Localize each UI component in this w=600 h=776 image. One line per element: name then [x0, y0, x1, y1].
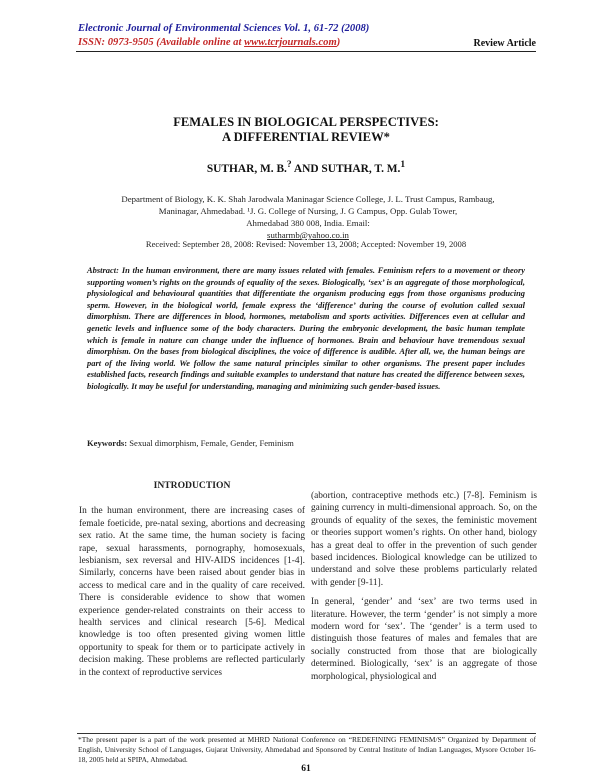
- author-email-link[interactable]: sutharmb@yahoo.co.in: [267, 230, 349, 240]
- author-line: [76, 160, 536, 175]
- abstract: [87, 265, 525, 393]
- issn-close: ): [336, 37, 341, 48]
- submission-dates: Received: September 28, 2008: Revised: November 13, 2008; Accepted: November 19, 2008: [145, 239, 467, 249]
- journal-citation: Electronic Journal of Environmental Sciences Vol. 1, 61-72 (2008): [78, 23, 370, 34]
- affiliation-address: Ahmedabad 380 008, India. Email:: [246, 218, 370, 228]
- abstract-text: In the human environment, there are many issues related with females. Feminism refers to a movement or theory supporting women’s rights on the grounds of equality of the sexes. Biologically, ‘sex’ is an aggregate of those morphological, physiological and behavioural quantities that differentiate the organism producing eggs from those organisms producing sperm. However, in the biological world, female express the ‘difference’ during the course of evolution called sexual dimorphism. There are differences in blood, hormones, metabolism and sports activities. Differences even at cellular and genetic levels and influence some of the body characters. During the embryonic development, the basic human template which is female in nature can change under the influence of hormones. Brain and behaviour have tremendous sexual dimorphism. On the bases from biological disciplines, the voice of difference is audible. After all, we, the human beings are part of the living world. We follow the same natural principles similar to other organisms. The present paper includes established facts, research findings and suitable examples to understand that nature has created the difference between sexes, biologically. It may be useful for understanding, managing and minimizing such gender-based issues.: [87, 265, 525, 391]
- body-column-left: [79, 480, 305, 679]
- author-1-mark: ?: [286, 160, 292, 170]
- header-divider: [76, 51, 536, 52]
- issn-text: ISSN: 0973-9505 (Available online at: [78, 37, 245, 48]
- article-title: [76, 115, 536, 145]
- issn-line: [78, 37, 340, 48]
- keywords-text: Sexual dimorphism, Female, Gender, Feminism: [127, 438, 294, 448]
- author-2-mark: 1: [400, 160, 406, 170]
- affiliation-line-3: [100, 217, 516, 241]
- body-column-right: [311, 490, 537, 683]
- body-paragraph: (abortion, contraceptive methods etc.) [7-8]. Feminism is gaining currency in multi-dimensional approach. So, on the grounds of equality of the sexes, the feministic movement or theories support women’s rights. On other hand, biology has a great deal to offer in the prevention of such gender based incidences. Biological knowledge can be utilized to understand and solve these problems particularly related with gender [9-11].: [311, 491, 537, 588]
- affiliation: [100, 193, 516, 241]
- footnote-divider: [77, 733, 536, 734]
- title-line-1: FEMALES IN BIOLOGICAL PERSPECTIVES:: [173, 115, 439, 129]
- body-paragraph: In the human environment, there are increasing cases of female foeticide, pre-natal sexing, abortions and decreasing sex ratio. At the same time, the human society is facing rape, sexual harassments, pornography, homosexuals, lesbianism, sex reversal and HIV-AIDS incidences [1-4]. Similarly, concerns have been raised about gender bias in access to medical care and in the quality of care received. There is considerable evidence to show that women experience gender-related constraints on their access to health services and clinical research [5-6]. Medical knowledge is too often presented giving women little opportunity to speak for them or to participate actively in decision making. These problems are reflected particularly in the context of reproductive services: [79, 506, 305, 678]
- affiliation-line-1: Department of Biology, K. K. Shah Jarodwala Maninagar Science College, J. L. Trust Campus, Rambaug,: [121, 194, 495, 204]
- article-type: Review Article: [473, 38, 536, 49]
- keywords: [87, 438, 525, 448]
- keywords-label: Keywords:: [87, 438, 128, 448]
- author-1: SUTHAR, M. B.: [206, 162, 287, 175]
- section-heading: INTRODUCTION: [153, 480, 231, 491]
- page-number: 61: [301, 764, 311, 774]
- abstract-label: Abstract:: [87, 265, 119, 275]
- author-2: AND SUTHAR, T. M.: [291, 162, 401, 175]
- title-line-2: A DIFFERENTIAL REVIEW*: [222, 130, 390, 144]
- affiliation-line-2: Maninagar, Ahmedabad. ¹J. G. College of Nursing, J. G Campus, Opp. Gulab Tower,: [158, 206, 458, 216]
- journal-website-link[interactable]: www.tcrjournals.com: [244, 37, 337, 48]
- body-paragraph: In general, ‘gender’ and ‘sex’ are two terms used in literature. However, the term ‘gender’ is not simply a more modern word for ‘sex’. The ‘gender’ is a term used to distinguish those features of males and females that are socially constructed from those that are biologically determined. Biologically, ‘sex’ is an aggregate of those morphological, physiological and: [311, 597, 537, 682]
- footnote: *The present paper is a part of the work presented at MHRD National Conference on “REDEFINING FEMINISM/S” Organized by Department of English, University School of Languages, Gujarat University, Ahmedabad and Sponsored by Central Institute of Indian Languages, Mysore October 16-18, 2005 held at SPIPA, Ahmedabad.: [78, 735, 536, 764]
